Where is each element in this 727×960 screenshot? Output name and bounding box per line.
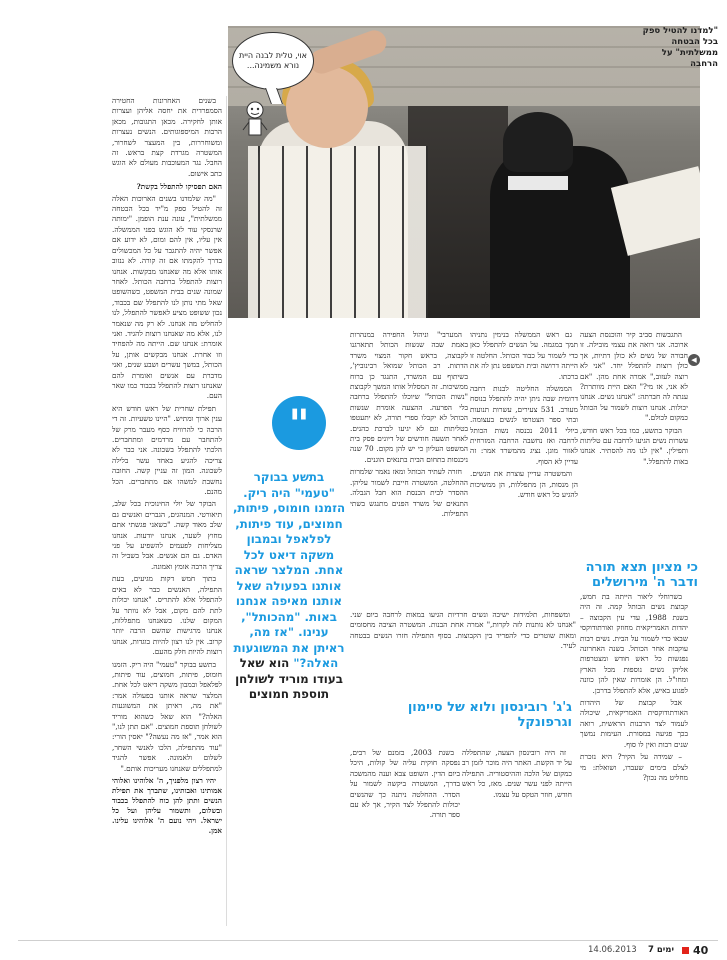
footer-divider [18, 940, 718, 941]
paragraph: גם ראש הממשלה בנימין נתניהו תמך במגמה. על הנשים להתפלל כאן כדי לשמור על כבוד הכותל. החלטה זו הייתה דרושה ובית המשפט נתן לה את ברכתו. [470, 330, 578, 381]
pull-quote-text-dark: הוא שאל בעודו מוריד לשולחן תוספת חמוצים [235, 656, 343, 701]
pull-quote [232, 470, 346, 703]
paragraph: בשנת 2003, בזמנם של רבים, נפסקה חוקית עליה של קולות, היכל ביום הדין. השופט צבא וענה מהמשכה בדרך, המשטרה ביקשה לשמור על הסדר. ההחלטה ניתנה כך שהנשים יכולות להתפלל לצד הקיר, אך לא עם ספר תורה. [350, 748, 460, 820]
pull-quote-text: בתשע בבוקר "טעמי" היה ריק. הזמנו חומוס, פיתות, חמוצים, עוד פיתות, לפלאפל ובמבון משקה דיאט לכל אחת. המלצר שראה אותנו בפעולה שאל אותנו מאיפה אנחנו באות. "מהכותל", ענינו. "אז מה, ראיתן את המשוגעות האלה?" [232, 470, 346, 670]
brand-square-icon [682, 947, 689, 954]
paragraph: והמשטרה עדיין עוצרת את הנשים. הן מנסות, הן מתפללות, הן ממשיכות להגיע כל ראש חודש. [470, 469, 578, 500]
prayer-text: יהיו רצון מלפניך, ה' אלוהינו ואלוהי אמותינו ואבותינו, שתברך את תפילת הנשים ותתן להן כוח להתפלל בכבוד ובשלום, ותשמור עליהן ועל כל ישראל. ויהי נועם ה' אלוהינו עלינו. אמן. [112, 776, 222, 835]
publication-date: 14.06.2013 [588, 945, 637, 955]
paragraph: "מה שלמדנו בשנים הארוכות האלה זה להטיל ספק מ"יד בכל הבטחה ממשלתית", עונה ענת הופמן. "ימותה שרנסקי עוד לא הוגש בפני הממשלה. אין עליו, אין להם ומום, לא ידוע אם אפשר יהיה להתגבר על כל המכשולים בדרך להקמתו אם זה קורה. לא ננזוב אותו אלא מה שאנחנו מבקשות. אנחנו רוצות להתפלל ברחבה הכותל. לאחר שמונה שנים בבית המשפט, כשהשופט שאל מתי נותן לנו להתפלל שם בכבוד, נכון ששופט מציע לאפשר להתפלל, לנו להחליט מה אנחנו. לא רק מה שנאמר לנו, אלא מה שאנחנו רוצות להגיד. ואני אומרת: אנחנו שם. הייתה מה להפחיד וזו אחרת. אנחנו מבקשים אותן, על הכותל, במשך עשרים ושבע שנים, ואני מדברת עם אנשים ואומרת להם שאנחנו רוצות להתפלל בכבוד כמו שאר העם. [112, 193, 222, 401]
paragraph: המערבי" וניהול החפירה במנהרות באמת שבה שנשות הכותל תתארגנו לקבוצה, בראש חקור המצוי משרד הדתות. רב הכותל שמואל רבינוביץ', בשיתוף עם המשרד, התנגד כן ברוח ממשיכות. זה המסלול אותו המשך לקבוצת "נשות הכותל" שיוכלו להתפלל ברחבה בלי הפרעה. ההצעה אומרת שנשות הכותל לא יקבלו ספרי תורה, לא יתעטפו בטליתות וגם לא יגיעו לברכת כהנים. לאחר תשעה חודשים של דיונים פסק בית המשפט העליון כי יש להן מקום. 70 שנה ניכנסות בתחום הבית בתנאים הוגנים. [350, 330, 468, 464]
paragraph: חזרה לעתיד הכותל ומאז נאמר שלמרות ההחלטה, המשטרה חייבת לשמור עליהן. ההסדר לבית הכנסת הוא חבל הגבלה. התנאים של משרד הפנים מתנגש בשתי התפילות. [350, 467, 468, 518]
paragraph: בשרוחלי ליאור הייתה בת חמש, קבוצת נשים הכותל קמה. זה היה בשנת 1988, עדי עין הקבוצה – יהדות האמריקאית מחוזק ואורתודוקסי שבאו כדי לשמור על הבית. נשים רבות עוקבות אחר הכותל. בשנה האחרונה נפגשות כל ראש חודש ומצטרפות אליהן נשים נוספות מכל הארץ ומחו"ל. הן אומרות שאין להן כוונה לפגוע באיש, אלא להתפלל בדרכן. [580, 592, 688, 695]
paragraph: אבל קבוצת של היהדות האורתודוקסית האמריקאית, שיכולה לעמוד לצד הרבנות הראשית, רואה בכך פגיעה במסורת. העימות נמשך שנים רבות ואין לו סוף. [580, 698, 688, 749]
paragraph: התגבשות סביב קיר והוכנסת הצעה ארוכה. אני רואה את עצמי מובילה. זו חבורה של נשים לא כולן דתיות, אך כולן רוצות להתפלל יחד. "אני לא רוצה לעזוב," אמרה אחת מהן. "אם לא אני, אז מי?" האם היית מוותרת? ענתה לה חברתה: "אנחנו נשים. אנחנו יכולות. אנחנו רוצות לשמור על הכותל כמקום לכולם." [580, 330, 688, 423]
photo-caption: "למדנו להטיל ספק בכל הבטחה ממשלתית" על הרחבה [642, 26, 718, 69]
paragraph: בתשע בבוקר "טעמי" היה ריק. הזמנו חומוס, פיתות, חמוצים, עוד פיתות, לפלאפל ובמבון משקה דיאט לכל אחת. המלצר שראה אותנו בפעולה אמר: "את מה, ראיתן את המשוגעות האלה?" הוא שאל כשהוא מוריד לשולחן תוספת חמוצים. "אם תתן לנו," הוא אמר, "אז מה נעשה?" יאסין הורי: "עוד מהתפילה, הלכו לאנשי השחר, לשלום ולאמונה. אפשר להגיד למתפללים שאנחנו מעריכות אותם." [112, 659, 222, 773]
left-text-column [112, 96, 227, 926]
paragraph: – שמידה על הקיר? היא נזכרת לצלם בימים שעברו, ושואלת: מי מחליט מה נכון? [580, 752, 688, 782]
paragraph: זה היה רובינסון הצעה, שהתפללה על יד הקשת. האתר היה מוכר לזמן רב כמקום של הלכה וההיסטוריה. התפילה הייתה לפני עשר שנים. מאז, כל ראש חודש, חוזר הטקס על עצמו. [462, 748, 572, 799]
paragraph: הבוקר בתשע, כמו בכל ראש חודש, עשרות נשים הגיעו לרחבה עם טליתות ותפילין. "אין לנו מה להסתיר. אנחנו באות להתפלל." [580, 425, 688, 466]
center-column-1 [350, 330, 468, 610]
right-column-lower [580, 592, 688, 927]
quote-mark-icon: " [272, 396, 326, 450]
paragraph: תפילת שחרית של ראש חודש היא ענין ארוך ומתיש. "היינו טשעיות. זה די הרבה כי להרוויח כסף מעבר מרק של להתחבר עם מרדמים ומתחברים. הלכתי להתפלל בשכונה. אני כבר לא צריכה להגיע באחד עשר בלילה לשכונה. המון זה עניין קשה. החובה נחשבת למשהו אם מתחברים. הכל מהנם. [112, 403, 222, 497]
page-number: 40 [693, 944, 709, 957]
paragraph: בשנים האחרונות החטירה הסמפרדית את יחסה אליהן ועצרות אותן לחקירה. מכאן התגובות, מכאן הרבות המיספוגותים. הנשים נעצרות ומשוחררות, בין המעצר לשחרור, המשטרה מגרדת קצת בראש. זה החבל. נגד המעוכבות מעולם לא הוגש כתב אישום. [112, 96, 222, 178]
inline-subheading: האם תפסיקו להתפלל בקשת? [136, 182, 222, 192]
paragraph: ומשפחות, תלמידות ישיבה ונשים חרדיות הגיעו במאות לרחבה ביום שני. "אנחנו לא נותנות לזה לקרות," אמרה אחת הבנות. המשטרה הציבה מחסומים ומאות שוטרים כדי להפריד בין הקבוצות. בסוף התפילה חזרו הנשים בבטחה לעיר. [350, 610, 576, 651]
paragraph: הבוקר של יולי החינוכית בכל שלב, תיאורטי. המנהגים, הגברים ואנשים גם שלב מאוד קשה. "כשאני פגשתי אתם מחוץ לשער, אנחנו יודעות. אנחנו מצליחות לפעמים להשפיע על פני האדם. גם הם אנשים. אבל בשביל זה צריך הרבה אומץ ואמונה. [112, 499, 222, 571]
paragraph: בתוך חמש דקות מגיעים, בעת התפילה, האנשים כבר לא באים להתפלל אלא להתריס. "אנחנו יכולות לתת להם מקום, אבל לא נוותר על המקום שלנו. כשאנחנו מתפללות, אנחנו מרגישות שהשם הרבה יותר קרוב. אין לנו רצון להיות בוגדות, אנחנו רוצות להיות חלק מהעם. [112, 574, 222, 657]
bottom-column-left [350, 748, 460, 928]
center-column-3 [580, 330, 688, 570]
center-column-lower [350, 610, 576, 694]
section-subheading: כי מציון תצא תורה ודבר ה' מירושלים [585, 560, 698, 590]
speech-bubble-text: אוי, טלית לבנה היית נורא משמינה... [239, 51, 307, 70]
paragraph: הממשלה החליטה לבנות רחבה דרומית שבה ניתן יהיה להתפלל בנוסח מעורב. 531 צעירים, עשרות תנועות ובתי ספר הצטרפו לנשים בעצומה. ביולי 2011 נכנסה נשות הכותל לרחבה ואז נחשבה הרחבה המזרחית לאזור מוגן. נציג מהמשרד אמר: זה עדיין לא הסוף. [470, 384, 578, 466]
section-subheading: ג'ג' רובינסון ולוא של סיימון וגרפונקל [407, 700, 572, 730]
arrow-bullet-icon: ◀ [688, 354, 700, 366]
cartoon-figure-icon [240, 100, 270, 140]
bottom-column-right [462, 748, 572, 928]
center-column-2 [470, 330, 578, 585]
speech-bubble [232, 32, 314, 90]
magazine-name: 7 ימים [648, 945, 674, 955]
